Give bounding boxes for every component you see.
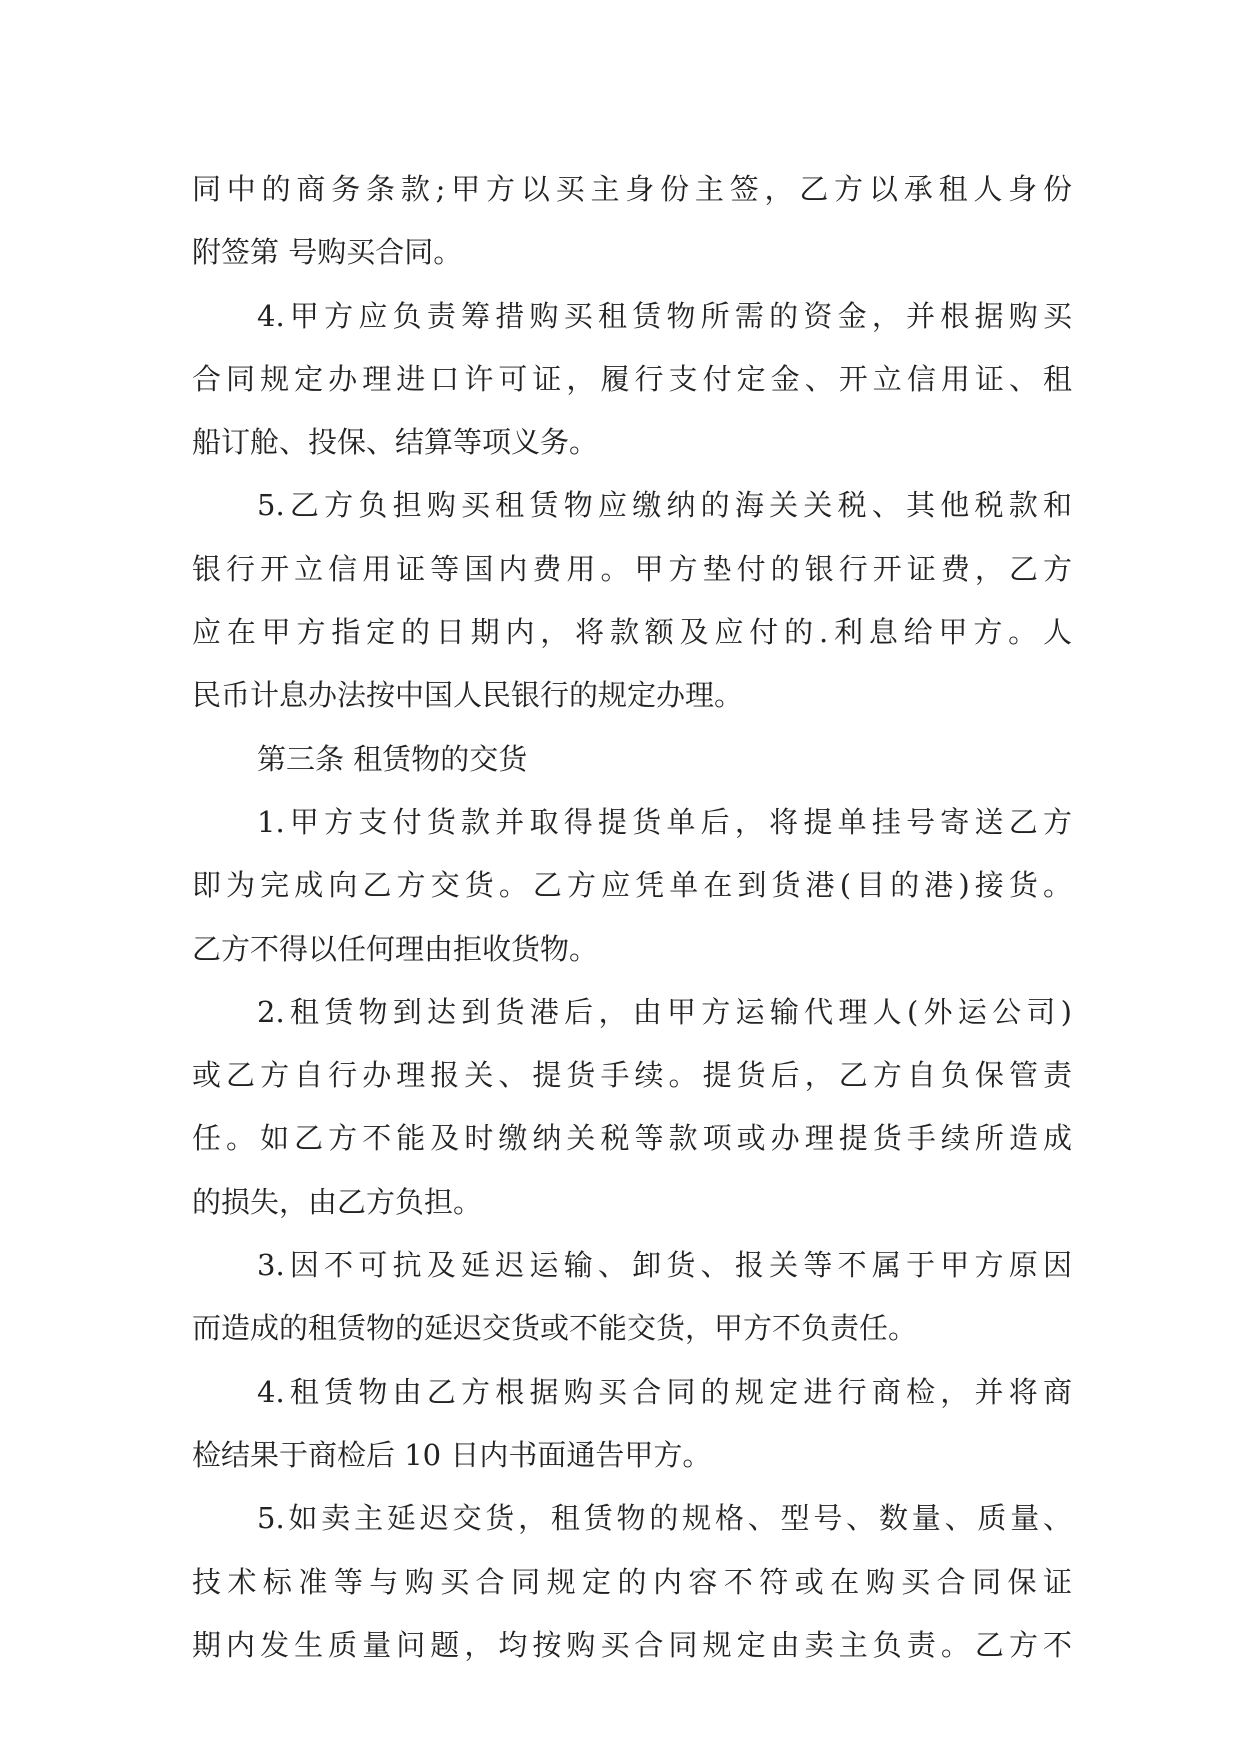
text-line: 5.如卖主延迟交货，租赁物的规格、型号、数量、质量、: [257, 1501, 1072, 1536]
text-line: 1.甲方支付货款并取得提货单后，将提单挂号寄送乙方: [257, 804, 1072, 839]
text-line: 5.乙方负担购买租赁物应缴纳的海关关税、其他税款和: [257, 488, 1072, 523]
text-line: 船订舱、投保、结算等项义务。: [192, 425, 599, 460]
text-line: 即为完成向乙方交货。乙方应凭单在到货港(目的港)接货。: [192, 868, 1072, 903]
text-line: 同中的商务条款;甲方以买主身份主签，乙方以承租人身份: [192, 172, 1072, 206]
text-line: 银行开立信用证等国内费用。甲方垫付的银行开证费，乙方: [192, 551, 1072, 586]
text-line: 任。如乙方不能及时缴纳关税等款项或办理提货手续所造成: [192, 1121, 1072, 1156]
text-line: 期内发生质量问题，均按购买合同规定由卖主负责。乙方不: [192, 1627, 1072, 1662]
text-line: 合同规定办理进口许可证，履行支付定金、开立信用证、租: [192, 361, 1072, 396]
text-line: 而造成的租赁物的延迟交货或不能交货，甲方不负责任。: [192, 1311, 918, 1346]
text-line: 应在甲方指定的日期内，将款额及应付的.利息给甲方。人: [192, 615, 1072, 650]
text-line: 4.租赁物由乙方根据购买合同的规定进行商检，并将商: [257, 1374, 1072, 1409]
text-line: 民币计息办法按中国人民银行的规定办理。: [192, 678, 744, 713]
text-line: 乙方不得以任何理由拒收货物。: [192, 931, 599, 966]
text-line: 技术标准等与购买合同规定的内容不符或在购买合同保证: [192, 1564, 1072, 1599]
text-line: 检结果于商检后 10 日内书面通告甲方。: [192, 1437, 712, 1472]
text-line: 或乙方自行办理报关、提货手续。提货后，乙方自负保管责: [192, 1058, 1072, 1093]
text-line: 第三条 租赁物的交货: [257, 741, 528, 776]
text-line: 2.租赁物到达到货港后，由甲方运输代理人(外运公司): [257, 994, 1072, 1029]
text-line: 4.甲方应负责筹措购买租赁物所需的资金，并根据购买: [257, 298, 1072, 333]
text-line: 附签第 号购买合同。: [192, 235, 463, 270]
text-line: 的损失，由乙方负担。: [192, 1184, 483, 1219]
document-body: [192, 158, 1072, 1677]
text-line: 3.因不可抗及延迟运输、卸货、报关等不属于甲方原因: [257, 1248, 1072, 1283]
